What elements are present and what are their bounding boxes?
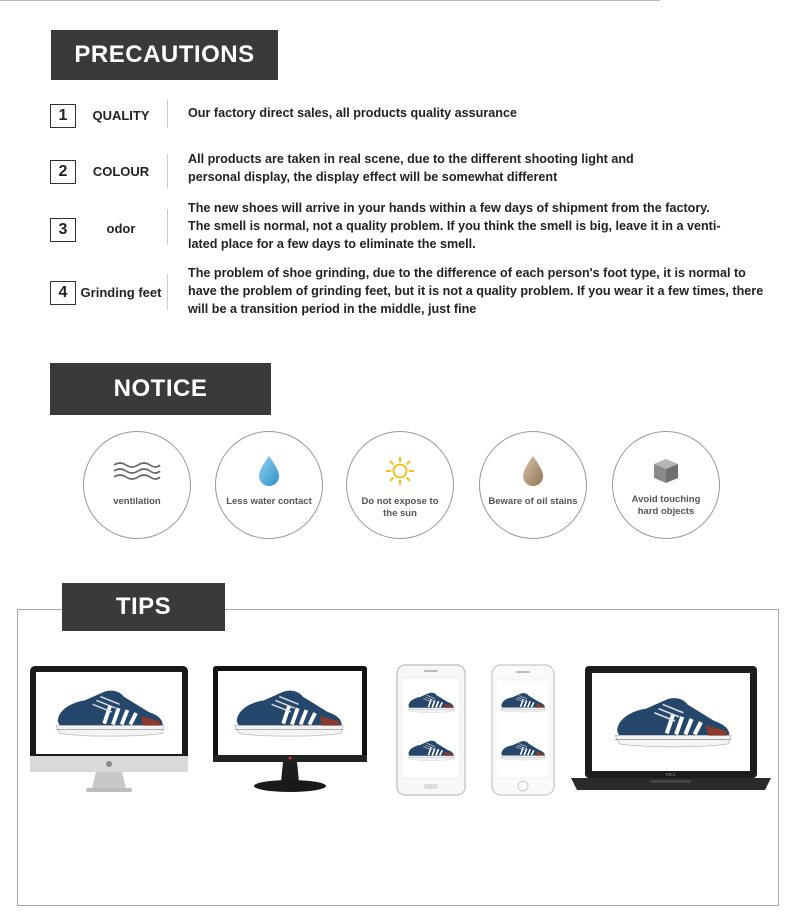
precaution-text-line: personal display, the display effect will be somewhat different bbox=[188, 170, 558, 184]
lcd-monitor bbox=[213, 666, 367, 796]
vertical-divider bbox=[167, 154, 168, 188]
precaution-text-line: The new shoes will arrive in your hands within a few days of shipment from the factory. bbox=[188, 201, 710, 215]
cube-icon bbox=[613, 456, 719, 486]
laptop bbox=[571, 666, 771, 794]
notice-sun bbox=[346, 431, 454, 539]
tips-header: TIPS bbox=[62, 583, 225, 631]
precaution-title: QUALITY bbox=[92, 108, 150, 123]
apple-logo-icon bbox=[106, 761, 112, 767]
vertical-divider bbox=[167, 209, 168, 245]
item-number-box: 1 bbox=[50, 104, 76, 128]
ventilation-waves-icon bbox=[84, 456, 190, 486]
water-drop-icon bbox=[216, 456, 322, 486]
precaution-title: COLOUR bbox=[92, 164, 150, 179]
notice-label: ventilation bbox=[113, 496, 161, 507]
precaution-text-line: have the problem of grinding feet, but it is not a quality problem. If you wear it a few times, there bbox=[188, 284, 764, 298]
item-number-box: 4 bbox=[50, 281, 76, 305]
precaution-text-line: will be a transition period in the middle, just fine bbox=[188, 302, 477, 316]
notice-oil bbox=[479, 431, 587, 539]
notice-ventilation bbox=[83, 431, 191, 539]
iphone bbox=[491, 664, 555, 796]
precautions-header: PRECAUTIONS bbox=[51, 30, 278, 80]
precaution-title: odor bbox=[106, 221, 136, 236]
top-divider-line bbox=[0, 0, 660, 1]
precaution-text bbox=[188, 199, 721, 253]
precaution-text-line: lated place for a few days to eliminate the smell. bbox=[188, 237, 476, 251]
notice-water bbox=[215, 431, 323, 539]
item-number-box: 3 bbox=[50, 218, 76, 242]
notice-label: Avoid touching hard objects bbox=[631, 494, 701, 517]
sun-icon bbox=[347, 456, 453, 486]
notice-header: NOTICE bbox=[50, 363, 271, 415]
vertical-divider bbox=[167, 274, 168, 310]
oil-drop-icon bbox=[480, 456, 586, 486]
precaution-title: Grinding feet bbox=[80, 285, 162, 300]
imac-monitor bbox=[30, 666, 188, 796]
precaution-text-line: The smell is normal, not a quality problem. If you think the smell is big, leave it in a venti- bbox=[188, 219, 721, 233]
precaution-text-line: Our factory direct sales, all products quality assurance bbox=[188, 106, 517, 120]
precaution-text-line: All products are taken in real scene, due to the different shooting light and bbox=[188, 152, 634, 166]
precaution-text bbox=[188, 104, 517, 122]
notice-label: Less water contact bbox=[226, 496, 312, 507]
precaution-text bbox=[188, 264, 763, 318]
notice-label: Beware of oil stains bbox=[488, 496, 578, 507]
precaution-text bbox=[188, 150, 634, 186]
power-led-icon bbox=[289, 757, 292, 760]
item-number-box: 2 bbox=[50, 160, 76, 184]
precaution-text-line: The problem of shoe grinding, due to the difference of each person's foot type, it is normal to bbox=[188, 266, 746, 280]
android-phone bbox=[396, 664, 466, 796]
notice-label: Do not expose to the sun bbox=[361, 496, 439, 519]
vertical-divider bbox=[167, 100, 168, 128]
notice-hard-objects bbox=[612, 431, 720, 539]
laptop-brand-logo: DELL bbox=[665, 771, 677, 777]
